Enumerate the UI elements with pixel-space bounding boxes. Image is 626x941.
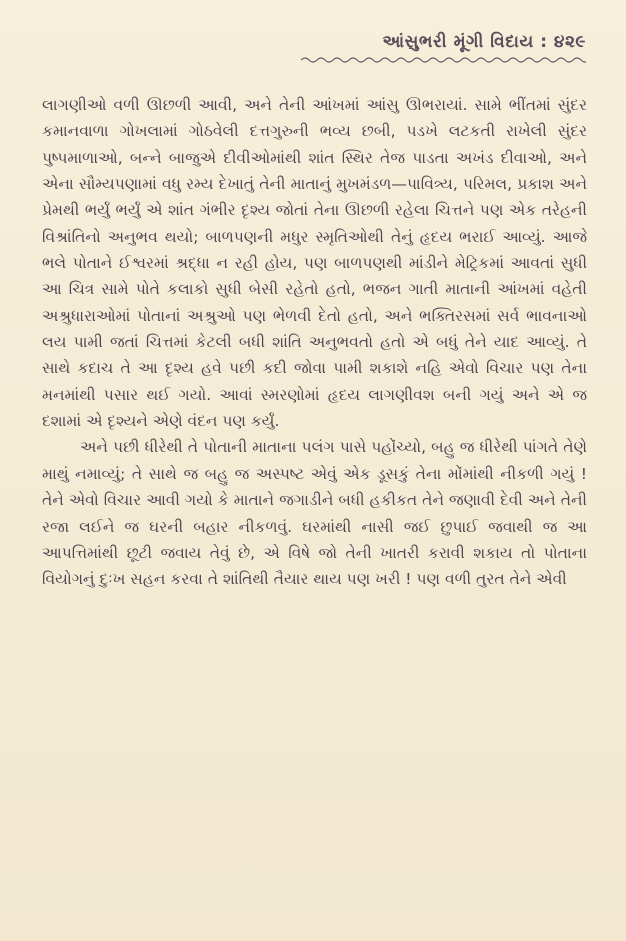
paragraph-1: લાગણીઓ વળી ઊછળી આવી, અને તેની આંખમાં આંસુ ઊભરાયાં. સામે ભીંતમાં સુંદર કમાનવાળા ગોખલામાં ગોઠવેલી દત્તગુરુની ભવ્ય છબી, પડખે લટકતી રાખેલી સુંદર પુષ્પમાળાઓ, બન્ને બાજુએ દીવીઓમાંથી શાંત સ્થિર તેજ પાડતા અખંડ દીવાઓ, અને એના સૌમ્યપણામાં વધુ રમ્ય દેખાતું તેની માતાનું મુખમંડળ—પાવિત્ર્ય, પરિમલ, પ્રકાશ અને પ્રેમથી ભર્યું ભર્યું એ શાંત ગંભીર દૃશ્ય જોતાં તેના ઊછળી રહેલા ચિત્તને પણ એક તરેહની વિશ્રાંતિનો અનુભવ થયો; બાળપણની મધુર સ્મૃતિઓથી તેનું હૃદય ભરાઈ આવ્યું. આજે ભલે પોતાને ઈશ્વરમાં શ્રદ્ધા ન રહી હોય, પણ બાળપણથી માંડીને મેટ્રિકમાં આવતાં સુધી આ ચિત્ર સામે પોતે કલાકો સુધી બેસી રહેતો હતો, ભજન ગાતી માતાની આંખમાં વહેતી અશ્રુધારાઓમાં પોતાનાં અશ્રુઓ પણ ભેળવી દેતો હતો, અને ભક્તિરસમાં સર્વ ભાવનાઓ લય પામી જતાં ચિત્તમાં કેટલી બધી શાંતિ અનુભવતો હતો એ બધું તેને યાદ આવ્યું. તે સાથે કદાચ તે આ દૃશ્ય હવે પછી કદી જોવા પામી શકાશે નહિ એવો વિચાર પણ તેના મનમાંથી પસાર થઈ ગયો. આવાં સ્મરણોમાં હૃદય લાગણીવશ બની ગયું અને એ જ દશામાં એ દૃશ્યને એણે વંદન પણ કર્યું.	[42, 96, 587, 431]
decorative-wavy-rule	[301, 56, 586, 64]
page-header	[301, 32, 586, 64]
paragraph-2: અને પછી ધીરેથી તે પોતાની માતાના પલંગ પાસે પહોંચ્યો, બહુ જ ધીરેથી પાંગતે તેણે માથું નમાવ્યું; તે સાથે જ બહુ જ અસ્પષ્ટ એવું એક ડૂસકું તેના મોંમાંથી નીકળી ગયું ! તેને એવો વિચાર આવી ગયો કે માતાને જગાડીને બધી હકીકત તેને જણાવી દેવી અને તેની રજા લઈને જ ઘરની બહાર નીકળવું. ઘરમાંથી નાસી જઈ છુપાઈ જવાથી જ આ આપત્તિમાંથી છૂટી જવાય તેવું છે, એ વિષે જો તેની ખાતરી કરાવી શકાય તો પોતાના વિયોગનું દુઃખ સહન કરવા તે શાંતિથી તૈયાર થાય પણ ખરી ! પણ વળી તુરત તેને એવી	[42, 438, 587, 589]
running-head: આંસુભરી મૂંગી વિદાય : ૪૨૯	[382, 32, 586, 52]
body-text	[42, 92, 587, 593]
